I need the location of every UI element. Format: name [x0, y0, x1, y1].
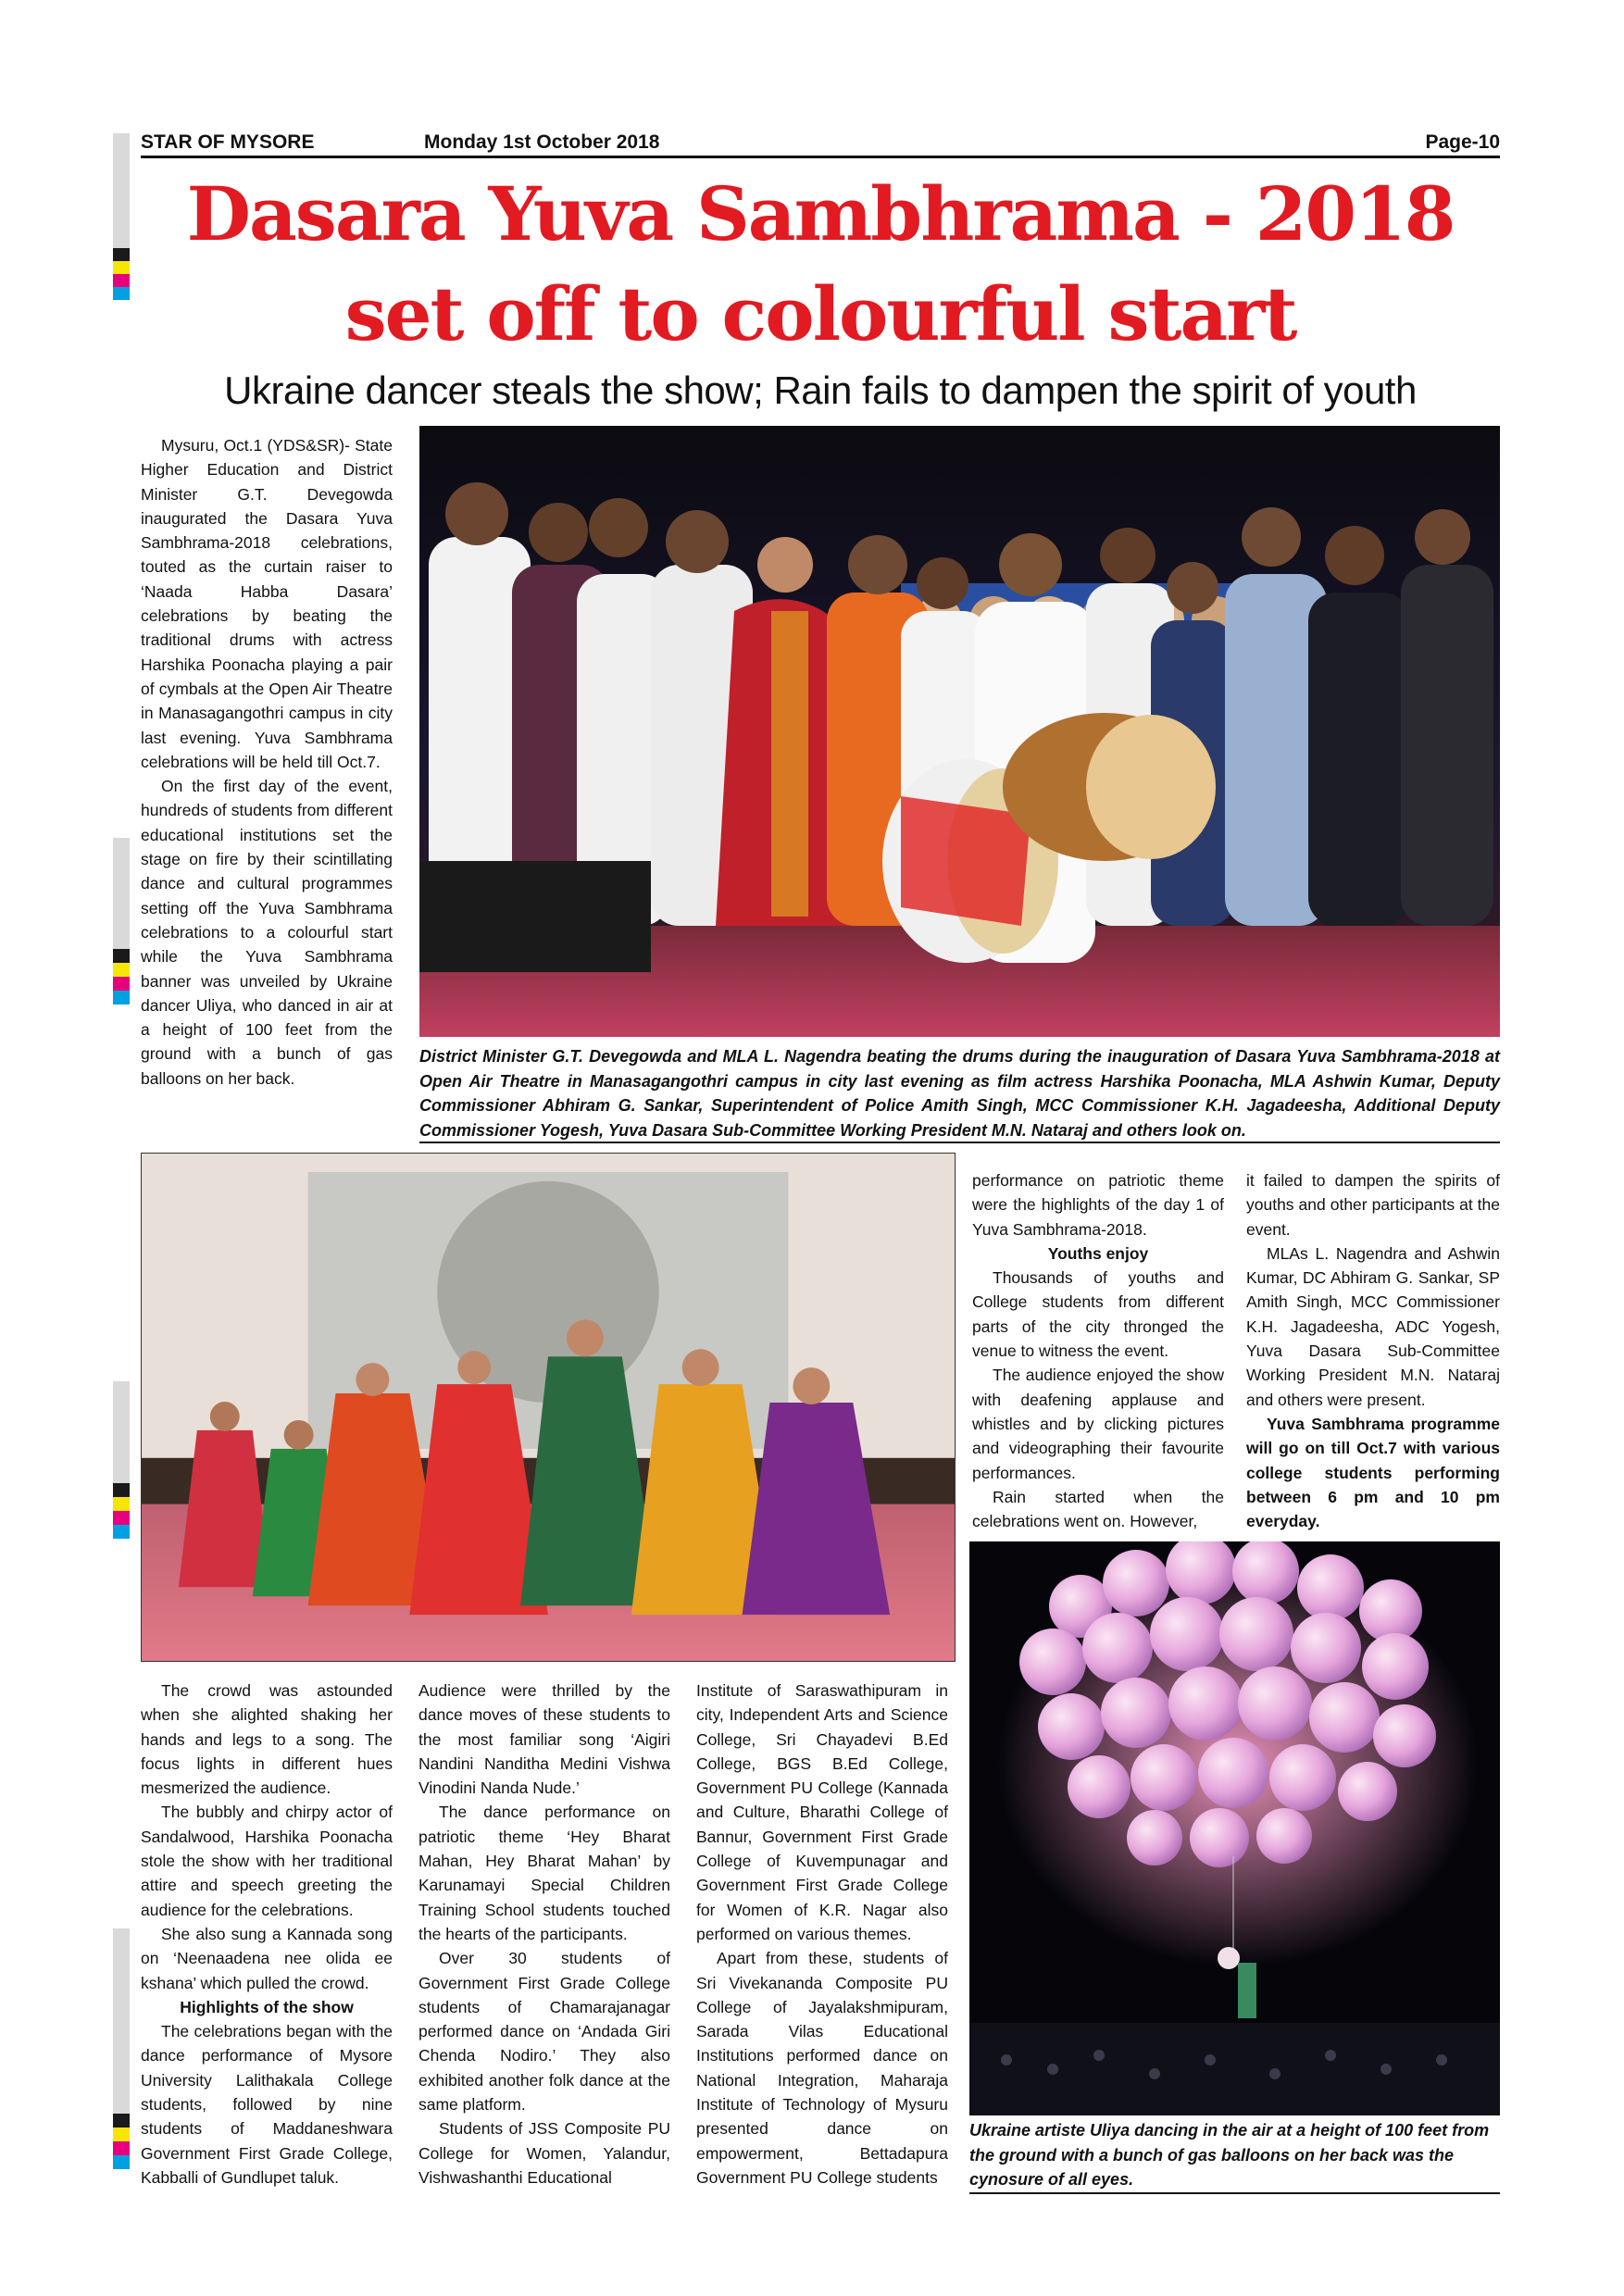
article-column-bottom-2	[418, 1678, 670, 2190]
page-number: Page-10	[1425, 131, 1500, 153]
closing-note: Yuva Sambhrama programme will go on till Oct.7 with various college students performing between 6 pm and 10 pm everyday.	[1246, 1414, 1500, 1531]
registration-bar-top	[113, 133, 130, 300]
paragraph: Rain started when the celebrations went on. However,	[972, 1487, 1224, 1531]
subhead-youths-enjoy: Youths enjoy	[1047, 1243, 1149, 1263]
paragraph: it failed to dampen the spirits of youths and other participants at the event.	[1246, 1171, 1500, 1239]
balloons-photo-caption: Ukraine artiste Uliya dancing in the air at a height of 100 feet from the ground with a bunch of gas balloons on her back was the cynosure of all eyes.	[969, 2121, 1490, 2189]
paragraph: On the first day of the event, hundreds of students from different educational institutions set the stage on fire by their scintillating dance and cultural programmes setting off the Yuva Sambhrama celebrations to a colourful start while the Yuva Sambhrama banner was unveiled by Ukraine dancer Uliya, who danced in air at a height of 100 feet from the ground with a bunch of gas balloons on her back.	[141, 777, 393, 1088]
paragraph: Apart from these, students of Sri Vivekananda Composite PU College of Jayalakshmipuram, Sarada Vilas Educational Institutions performed dance on National Integration, Maharaja Institute of Technology of Mysuru presented dance on empowerment, Bettadapura Government PU College students	[696, 1949, 948, 2187]
paragraph: performance on patriotic theme were the highlights of the day 1 of Yuva Sambhrama-2018.	[972, 1171, 1224, 1239]
paragraph: Institute of Saraswathipuram in city, Independent Arts and Science College, Sri Chayadevi B.Ed College, BGS B.Ed College, Government PU College (Kannada and Culture, Bharathi College of Bannur, Government First Grade College of Kuvempunagar and Government First Grade College for Women of K.R. Nagar also performed on various themes.	[696, 1681, 948, 1943]
registration-bar-2	[113, 838, 130, 1004]
article-column-mid-2	[1246, 1168, 1500, 1533]
page-header	[141, 131, 1500, 158]
registration-bar-4	[113, 1928, 130, 2169]
paragraph: The dance performance on patriotic theme ‘Hey Bharat Mahan, Hey Bharat Mahan’ by Karunamayi Special Children Training School students touched the hearts of the participants.	[418, 1803, 670, 1943]
dancers-photo	[141, 1153, 956, 1662]
paragraph: The crowd was astounded when she alighted shaking her hands and legs to a song. The focus lights in different hues mesmerized the audience.	[141, 1681, 393, 1798]
inauguration-photo-caption: District Minister G.T. Devegowda and MLA L. Nagendra beating the drums during the inauguration of Dasara Yuva Sambhrama-2018 at Open Air Theatre in Manasagangothri campus in city last evening as film actress Harshika Poonacha, MLA Ashwin Kumar, Deputy Commissioner Abhiram G. Sankar, Superintendent of Police Amith Singh, MCC Commissioner K.H. Jagadeesha, Additional Deputy Commissioner Yogesh, Yuva Dasara Sub-Committee Working President M.N. Nataraj and others look on.	[419, 1047, 1500, 1140]
paragraph: The audience enjoyed the show with deafening applause and whistles and by clicking pictures and videographing their favourite performances.	[972, 1366, 1224, 1482]
publication-name: STAR OF MYSORE	[141, 131, 315, 153]
caption-rule	[419, 1142, 1500, 1143]
article-column-mid-1	[972, 1168, 1224, 1533]
paragraph: MLAs L. Nagendra and Ashwin Kumar, DC Abhiram G. Sankar, SP Amith Singh, MCC Commissioner K.H. Jagadeesha, ADC Yogesh, Yuva Dasara Sub-Committee Working President M.N. Nataraj and others were present.	[1246, 1243, 1500, 1409]
article-column-1	[141, 433, 393, 1091]
subhead-highlights: Highlights of the show	[180, 1997, 354, 2016]
issue-date: Monday 1st October 2018	[424, 131, 660, 153]
paragraph: The bubbly and chirpy actor of Sandalwood, Harshika Poonacha stole the show with her traditional attire and speech greeting the audience for the celebrations.	[141, 1803, 393, 1919]
subheadline: Ukraine dancer steals the show; Rain fails to dampen the spirit of youth	[224, 368, 1417, 412]
paragraph: Thousands of youths and College students from different parts of the city thronged the venue to witness the event.	[972, 1268, 1224, 1361]
paragraph: Audience were thrilled by the dance moves of these students to the most familiar song ‘Aigiri Nandini Nanditha Medini Vishwa Vinodini Nanda Nude.’	[418, 1681, 670, 1798]
article-column-bottom-1	[141, 1678, 393, 2190]
inauguration-photo	[419, 426, 1500, 1037]
headline-line-1: Dasara Yuva Sambhrama - 2018	[186, 170, 1455, 257]
paragraph: Students of JSS Composite PU College for Women, Yalandur, Vishwashanthi Educational	[418, 2119, 670, 2187]
paragraph: Mysuru, Oct.1 (YDS&SR)- State Higher Education and District Minister G.T. Devegowda inaugurated the Dasara Yuva Sambhrama-2018 celebrations, touted as the curtain raiser to ‘Naada Habba Dasara’ celebrations by beating the traditional drums with actress Harshika Poonacha playing a pair of cymbals at the Open Air Theatre in Manasagangothri campus in city last evening. Yuva Sambhrama celebrations will be held till Oct.7.	[141, 436, 393, 771]
headline-line-2: set off to colourful start	[344, 270, 1296, 357]
registration-bar-3	[113, 1381, 130, 1539]
article-column-bottom-3	[696, 1678, 948, 2190]
caption-rule-bottom	[969, 2192, 1500, 2194]
balloons-photo	[969, 1541, 1500, 2115]
paragraph: Over 30 students of Government First Grade College students of Chamarajanagar performed dance on ‘Andada Giri Chenda Nodiro.’ They also exhibited another folk dance at the same platform.	[418, 1949, 670, 2115]
paragraph: She also sung a Kannada song on ‘Neenaadena nee olida ee kshana’ which pulled the crowd.	[141, 1924, 393, 1992]
paragraph: The celebrations began with the dance performance of Mysore University Lalithakala College students, followed by nine students of Maddaneshwara Government First Grade College, Kabballi of Gundlupet taluk.	[141, 2022, 393, 2187]
